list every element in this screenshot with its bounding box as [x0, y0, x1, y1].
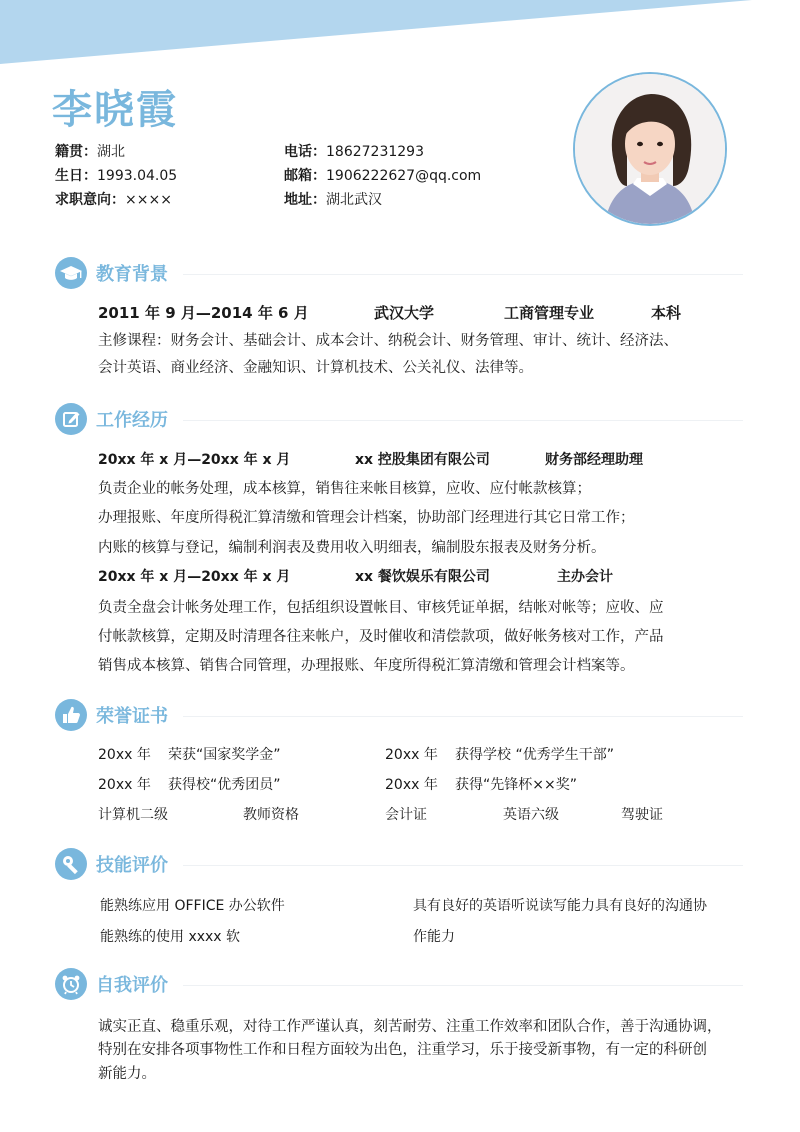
- candidate-name: 李晓霞: [52, 87, 178, 133]
- award-text: 荣获“国家奖学金”: [168, 747, 281, 763]
- award-year: 20xx 年: [98, 777, 151, 793]
- info-left: [55, 140, 177, 212]
- education-major: 工商管理专业: [504, 304, 595, 322]
- info-row-email: 邮箱：1906222627@qq.com: [284, 168, 482, 184]
- info-right: [284, 140, 481, 212]
- job-duty-line: 销售成本核算、销售合同管理，办理报账、年度所得税汇算清缴和管理会计档案等。: [98, 658, 635, 674]
- info-row-birthday: 生日：1993.04.05: [55, 168, 178, 184]
- edit-icon: [55, 403, 87, 435]
- skill-item: 具有良好的英语听说读写能力具有良好的沟通协: [413, 898, 707, 914]
- education-school: 武汉大学: [374, 304, 435, 322]
- job-company: xx 餐饮娱乐有限公司: [355, 569, 490, 585]
- job-duty-line: 办理报账、年度所得税汇算清缴和管理会计档案，协助部门经理进行其它日常工作；: [98, 510, 635, 526]
- job-company: xx 控股集团有限公司: [355, 452, 490, 468]
- award-year: 20xx 年: [385, 747, 438, 763]
- section-skills-title: 技能评价: [96, 855, 168, 876]
- self-evaluation-line: 新能力。: [98, 1066, 156, 1082]
- self-evaluation-line: 诚实正直、稳重乐观，对待工作严谨认真，刻苦耐劳、注重工作效率和团队合作，善于沟通协调，: [98, 1019, 722, 1035]
- certificate: 计算机二级: [98, 807, 168, 823]
- certificate: 驾驶证: [621, 807, 663, 823]
- certificate: 教师资格: [243, 807, 299, 823]
- job-position: 主办会计: [557, 569, 613, 585]
- section-work-header: [55, 403, 745, 435]
- info-row-hometown: 籍贯：湖北: [55, 144, 125, 160]
- job-duty-line: 负责全盘会计帐务处理工作，包括组织设置帐目、审核凭证单据，结帐对帐等；应收、应: [98, 600, 664, 616]
- alarm-clock-icon: [55, 968, 87, 1000]
- section-skills-header: [55, 848, 745, 880]
- skill-item: 能熟练应用 OFFICE 办公软件: [100, 898, 285, 914]
- section-honors-title: 荣誉证书: [96, 706, 168, 727]
- job-duty-line: 付帐款核算，定期及时清理各往来帐户，及时催收和清偿款项，做好帐务核对工作，产品: [98, 629, 664, 645]
- section-education-title: 教育背景: [96, 264, 168, 285]
- skill-item: 作能力: [413, 929, 455, 945]
- award-text: 获得“先锋杯××奖”: [455, 777, 577, 793]
- job-period: 20xx 年 x 月—20xx 年 x 月: [98, 569, 291, 585]
- education-courses-line: 会计英语、商业经济、金融知识、计算机技术、公关礼仪、法律等。: [98, 360, 533, 376]
- section-work-title: 工作经历: [96, 410, 168, 431]
- award-year: 20xx 年: [98, 747, 151, 763]
- section-self-title: 自我评价: [96, 975, 168, 996]
- thumbs-up-icon: [55, 699, 87, 731]
- job-position: 财务部经理助理: [545, 452, 643, 468]
- portrait-illustration: [575, 74, 725, 224]
- education-courses-line: 主修课程：财务会计、基础会计、成本会计、纳税会计、财务管理、审计、统计、经济法、: [98, 333, 678, 349]
- job-duty-line: 内账的核算与登记，编制利润表及费用收入明细表，编制股东报表及财务分析。: [98, 540, 606, 556]
- info-row-phone: 电话：18627231293: [284, 144, 424, 160]
- header-band: [0, 0, 800, 70]
- info-row-address: 地址：湖北武汉: [284, 192, 382, 208]
- section-honors-header: [55, 699, 745, 731]
- job-period: 20xx 年 x 月—20xx 年 x 月: [98, 452, 291, 468]
- profile-photo: [573, 72, 727, 226]
- award-text: 获得学校 “优秀学生干部”: [455, 747, 614, 763]
- info-row-job-intention: 求职意向：××××: [55, 192, 172, 208]
- education-period: 2011 年 9 月—2014 年 6 月: [98, 304, 309, 322]
- self-evaluation-line: 特别在安排各项事物性工作和日程方面较为出色，注重学习，乐于接受新事物，有一定的科研创: [98, 1042, 707, 1058]
- section-education-header: [55, 257, 745, 289]
- wrench-icon: [55, 848, 87, 880]
- certificate: 会计证: [385, 807, 427, 823]
- award-text: 获得校“优秀团员”: [168, 777, 281, 793]
- education-degree: 本科: [651, 304, 682, 322]
- section-self-header: [55, 968, 745, 1000]
- certificate: 英语六级: [503, 807, 559, 823]
- skill-item: 能熟练的使用 xxxx 软: [100, 929, 241, 945]
- award-year: 20xx 年: [385, 777, 438, 793]
- graduation-cap-icon: [55, 257, 87, 289]
- job-duty-line: 负责企业的帐务处理，成本核算，销售往来帐目核算，应收、应付帐款核算；: [98, 481, 591, 497]
